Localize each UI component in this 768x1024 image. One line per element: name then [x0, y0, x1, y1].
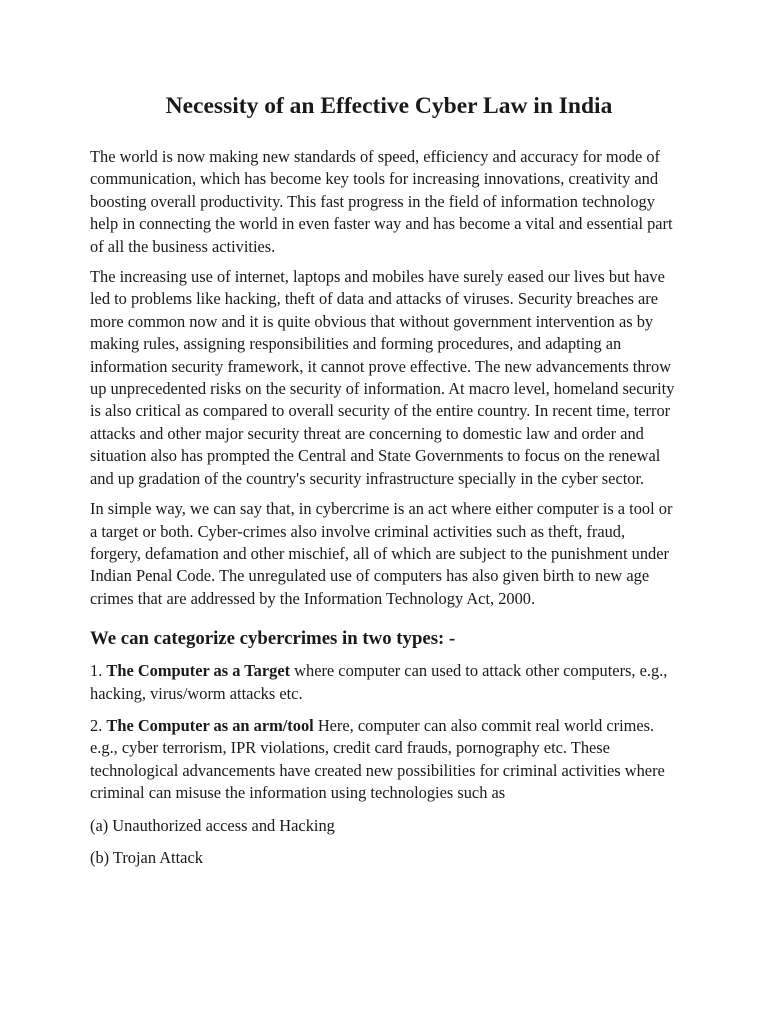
list-number: 2. — [90, 715, 103, 735]
document-title: Necessity of an Effective Cyber Law in India — [165, 93, 613, 119]
paragraph-security: The increasing use of internet, laptops and mobiles have surely eased our lives but have led to problems like hacking, theft of data and attacks of viruses. Security breaches are more common now and it is quite obvious that without government intervention as by making rules, assigning responsibilities and forming procedures, and adapting an information security framework, it cannot prove effective. The new advancements throw up unprecedented risks on the security of information. At macro level, homeland security is also critical as compared to overall security of the entire country. In recent time, terror attacks and other major security threat are concerning to domestic law and order and situation also has prompted the Central and State Governments to focus on the renewal and up gradation of the country's security infrastructure specially in the cyber sector. — [90, 267, 675, 488]
list-number: 1. — [90, 661, 103, 681]
section-subheading: We can categorize cybercrimes in two types: - — [90, 628, 456, 650]
document-page — [90, 90, 680, 879]
list-item-text: Here, computer can also commit real world crimes. e.g., cyber terrorism, IPR violations, credit card frauds, pornography etc. These technological advancements have created new possibilities for criminal activities where criminal can misuse the information using technologies such as — [90, 715, 665, 803]
list-item-target — [90, 660, 680, 705]
list-item-label: The Computer as an arm/tool — [106, 715, 314, 735]
sub-item-trojan-attack: (b) Trojan Attack — [90, 847, 203, 867]
list-item-text: where computer can used to attack other computers, e.g., hacking, virus/worm attacks etc. — [90, 661, 668, 703]
list-item-tool — [90, 715, 680, 805]
paragraph-cybercrime: In simple way, we can say that, in cybercrime is an act where either computer is a tool or a target or both. Cyber-crimes also involve criminal activities such as theft, fraud, forgery, defamation and other mischief, all of which are subject to the punishment under Indian Penal Code. The unregulated use of computers has also given birth to new age crimes that are addressed by the Information Technology Act, 2000. — [90, 499, 673, 608]
list-item-label: The Computer as a Target — [106, 661, 291, 681]
sub-item-unauthorized-access: (a) Unauthorized access and Hacking — [90, 815, 335, 835]
paragraph-intro: The world is now making new standards of speed, efficiency and accuracy for mode of communication, which has become key tools for increasing innovations, creativity and boosting overall productivity. This fast progress in the field of information technology help in connecting the world in even faster way and has become a vital and essential part of all the business activities. — [90, 147, 673, 256]
